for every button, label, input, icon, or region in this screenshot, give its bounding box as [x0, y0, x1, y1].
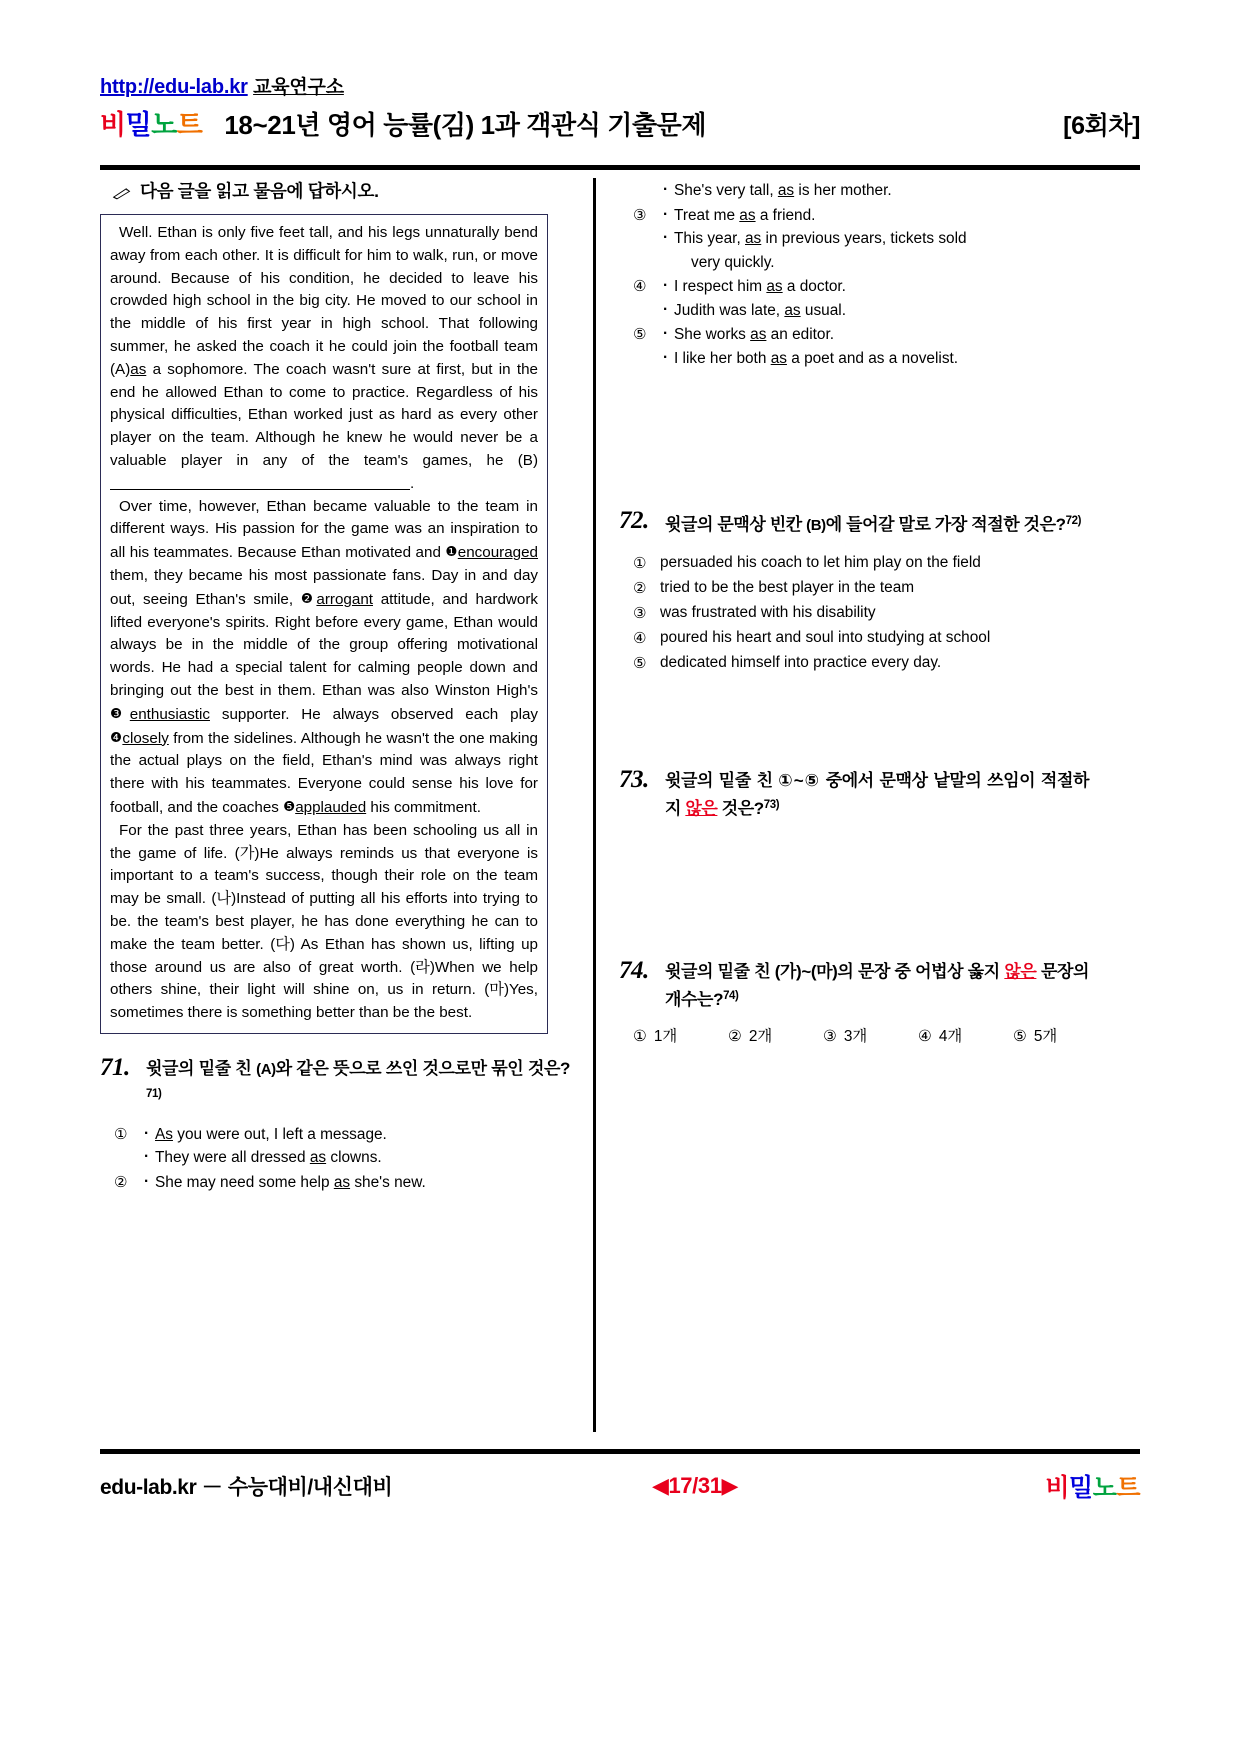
q72-ref-B: (B): [806, 517, 826, 534]
choice-text: tried to be the best player in the team: [660, 579, 915, 596]
page-footer: [100, 1468, 1140, 1504]
choice-underline: as: [333, 1173, 351, 1191]
q71-ref-A: (A): [256, 1060, 276, 1078]
choice-item[interactable]: [633, 551, 1089, 575]
left-column: [100, 178, 580, 1432]
choice-text: She may need some help: [155, 1173, 334, 1191]
choice-text: Judith was late,: [674, 301, 785, 319]
choice-text: persuaded his coach to let him play on the field: [660, 554, 981, 571]
choice-item[interactable]: [633, 626, 1089, 650]
footer-brand-logo: [890, 1468, 1140, 1504]
question-71-prompt: [146, 1056, 570, 1110]
footer-brand-char-2: 밀: [1069, 1474, 1093, 1502]
choice-item[interactable]: [918, 1025, 1013, 1048]
underlined-word-1: encouraged: [457, 544, 539, 562]
choice-text: you were out, I left a message.: [172, 1125, 387, 1143]
column-divider: [593, 178, 596, 1432]
passage-p2-part-e: from the sidelines. Although he wasn't the one making the actual plays on the field, Ethan's mind was always right there with his teammates. Everyone could sense his love for football, and the coaches: [110, 729, 538, 816]
choice-underline: as: [770, 349, 787, 367]
choice-item[interactable]: [1013, 1025, 1108, 1048]
q73-negation: 않은: [685, 799, 718, 818]
underlined-word-2: arrogant: [316, 590, 373, 608]
choice-text: 1개: [653, 1028, 678, 1045]
choice-marker: ③: [633, 604, 647, 622]
choice-text: They were all dressed: [155, 1149, 310, 1167]
blank-B: [110, 475, 410, 490]
brand-logo: [100, 103, 202, 142]
choice-text: is her mother.: [794, 182, 892, 199]
question-73-number: 73.: [619, 766, 649, 793]
choice-text: she's new.: [350, 1173, 426, 1191]
marker-1-icon: ❶: [445, 544, 458, 561]
passage-paragraph-1: [110, 222, 538, 496]
choice-marker: ①: [114, 1124, 128, 1143]
site-line: [100, 72, 1140, 99]
round-badge: [6회차]: [1063, 112, 1140, 140]
q74-prompt-a: 윗글의 밑줄 친 (가)~(마)의 문장 중 어법상 옳지: [665, 962, 1005, 981]
q71-prompt-a: 윗글의 밑줄 친: [146, 1058, 257, 1078]
choice-item[interactable]: [633, 179, 1089, 203]
q73-prompt-b: 것은?: [717, 799, 764, 818]
passage-box: [100, 214, 548, 1034]
choice-text: 4개: [938, 1028, 963, 1045]
choice-marker: ②: [633, 579, 647, 597]
choice-underline: As: [155, 1125, 173, 1143]
choice-underline: as: [739, 206, 756, 224]
choice-text: Treat me: [674, 206, 740, 224]
choice-item[interactable]: [633, 651, 1089, 675]
site-label: 교육연구소: [253, 77, 344, 98]
right-column: [609, 178, 1089, 1432]
title-row: [100, 103, 1140, 142]
question-71-number: 71.: [100, 1053, 130, 1081]
marker-4-icon: ❹: [110, 729, 123, 746]
site-url-link[interactable]: http://edu-lab.kr: [100, 76, 248, 98]
marker-2-icon: ❷: [300, 590, 317, 607]
question-71-choices: [114, 1123, 570, 1195]
q74-footnote-ref: 74): [723, 990, 739, 1002]
choice-marker: ③: [633, 205, 647, 224]
choice-subline: [661, 227, 1089, 251]
choice-text: in previous years, tickets sold: [761, 230, 967, 247]
question-73-head: [619, 768, 1089, 821]
question-74-choices: [633, 1025, 1089, 1048]
underlined-word-4: closely: [122, 729, 169, 747]
brand-char-4: 트: [176, 110, 203, 140]
footer-brand-char-1: 비: [1045, 1474, 1070, 1502]
choice-marker: ①: [633, 554, 647, 572]
spacer: [619, 676, 1089, 746]
choice-marker: ④: [633, 629, 647, 647]
choice-text: She works: [674, 326, 751, 343]
choice-underline: as: [309, 1149, 327, 1167]
pencil-icon: [112, 184, 132, 198]
choice-item[interactable]: [633, 576, 1089, 600]
choice-text: a friend.: [755, 206, 816, 224]
choice-text: I like her both: [674, 349, 771, 367]
passage-p2-part-c: attitude, and hardwork lifted everyone's spirits. Right before every game, Ethan would always be in the middle of the group offering motivational words. He had a special talent for calming people down and bringing out the best in them. Ethan was also Winston High's: [110, 590, 538, 699]
choice-item[interactable]: [114, 1171, 570, 1195]
directive-text: 다음 글을 읽고 물음에 답하시오.: [140, 181, 379, 201]
q72-prompt-a: 윗글의 문맥상 빈칸: [665, 515, 807, 534]
choice-text: poured his heart and soul into studying at school: [660, 629, 991, 646]
choice-text: clowns.: [326, 1149, 382, 1167]
passage-p2-part-a: Over time, however, Ethan became valuable to the team in different ways. His passion for the game was an inspiration to all his teammates. Because Ethan motivated and: [110, 497, 538, 562]
choice-underline: as: [745, 230, 762, 247]
page-title: 18~21년 영어 능률(김) 1과 객관식 기출문제: [224, 110, 707, 140]
question-71-head: [100, 1053, 570, 1110]
choice-underline: as: [777, 182, 795, 199]
choice-body: [142, 1171, 570, 1195]
choice-text: This year,: [674, 230, 745, 247]
two-column-body: [100, 178, 1140, 1432]
footer-brand-char-3: 노: [1092, 1474, 1117, 1502]
underlined-word-3: enthusiastic: [129, 705, 210, 723]
choice-subline: [142, 1171, 570, 1195]
choice-marker: ②: [114, 1172, 128, 1191]
choice-subline: [661, 323, 1089, 347]
choice-item[interactable]: [823, 1025, 918, 1048]
choice-subline: [661, 275, 1089, 299]
choice-marker: ⑤: [633, 654, 647, 672]
header-rule: [100, 165, 1140, 170]
passage-paragraph-3: For the past three years, Ethan has been schooling us all in the game of life. (가)He always reminds us that everyone is important to a team's success, though their role on the team may be small. (나)Instead of putting all his efforts into trying to be. the team's best player, he has done everything he can to make the team better. (다) As Ethan has shown us, lifting up those around us are also of great worth. (라)When we help others shine, their light will shine on, us in return. (마)Yes, sometimes there is something better than be the best.: [110, 821, 538, 1022]
q74-prompt-b: 문장의 개수는?: [665, 962, 1090, 1009]
choice-body: [661, 275, 1089, 322]
choice-marker: ④: [918, 1027, 932, 1045]
brand-char-1: 비: [100, 110, 126, 140]
question-72: [619, 509, 1089, 675]
brand-char-3: 노: [151, 110, 177, 140]
choice-subline: [661, 204, 1089, 228]
choice-text: 3개: [843, 1028, 868, 1045]
choice-subline: [142, 1146, 570, 1170]
question-72-head: [619, 509, 1089, 538]
underline-A-as: as: [130, 360, 147, 378]
choice-subline-continued: very quickly.: [691, 253, 775, 271]
q72-footnote-ref: 72): [1065, 515, 1082, 527]
choice-text: usual.: [800, 301, 846, 319]
question-71: [100, 1053, 570, 1195]
q73-footnote-ref: 73): [763, 799, 780, 811]
choice-marker: ②: [728, 1027, 742, 1045]
choice-subline: [142, 1123, 570, 1147]
question-73: [619, 768, 1089, 821]
footer-rule: [100, 1449, 1140, 1454]
footer-brand-char-4: 트: [1116, 1474, 1140, 1502]
reading-directive: [112, 178, 570, 203]
choice-body: [661, 204, 1089, 275]
choice-item[interactable]: [633, 601, 1089, 625]
brand-char-2: 밀: [125, 110, 152, 140]
choice-marker: ④: [633, 277, 647, 295]
choice-text: was frustrated with his disability: [660, 604, 876, 621]
choice-body: [142, 1123, 570, 1170]
q74-negation: 않은: [1004, 962, 1037, 981]
q72-prompt-b: 에 들어갈 말로 가장 적절한 것은?: [825, 515, 1066, 534]
passage-p1-part-b: a sophomore. The coach wasn't sure at first, but in the end he allowed Ethan to come to practice. Regardless of his physical difficulties, Ethan worked just as hard as every other player on the team. Although he knew he would never be a valuable player in any of the team's games, he (B): [110, 360, 538, 469]
question-73-prompt: [665, 768, 1089, 821]
q73-prompt-a: 윗글의 밑줄 친 ①~⑤ 중에서 문맥상 낱말의 쓰임이 적절하지: [665, 771, 1089, 818]
question-72-number: 72.: [619, 507, 649, 534]
choice-marker: ①: [633, 1027, 647, 1045]
q71-prompt-b: 와 같은 뜻으로 쓰인 것으로만 묶인 것은?: [275, 1058, 570, 1078]
choice-item[interactable]: [633, 323, 1089, 370]
passage-p1-part-c: .: [410, 474, 415, 492]
choice-underline: as: [750, 326, 767, 343]
question-72-prompt: [665, 509, 1089, 538]
choice-underline: as: [784, 301, 801, 319]
marker-5-icon: ❺: [283, 798, 296, 815]
choice-text: 5개: [1033, 1028, 1058, 1045]
choice-text: dedicated himself into practice every day.: [660, 654, 942, 671]
choice-subline: [661, 179, 1089, 203]
choice-item[interactable]: [633, 204, 1089, 275]
choice-text: a doctor.: [782, 278, 846, 295]
choice-text: I respect him: [674, 278, 767, 295]
choice-item[interactable]: [633, 1025, 728, 1048]
passage-p1-part-a: Well. Ethan is only five feet tall, and his legs unnaturally bend away from each other. It is difficult for him to walk, run, or move around. Because of his condition, he decided to leave his crowded high school in the big city. He moved to our school in the middle of his first year in high school. That following summer, he asked the coach it he could join the football team (A): [110, 224, 538, 378]
passage-paragraph-2: [110, 496, 538, 820]
choice-item[interactable]: [633, 275, 1089, 322]
choice-subline: [661, 299, 1089, 323]
passage-p2-part-b: them, they became his most passionate fans. Day in and day out, seeing Ethan's smile,: [110, 566, 538, 608]
choice-subline: [661, 347, 1089, 371]
question-74-prompt: [665, 959, 1089, 1012]
spacer: [619, 821, 1089, 937]
choice-text: She's very tall,: [674, 182, 778, 199]
question-74-head: [619, 959, 1089, 1012]
page-number: ◀17/31▶: [651, 1473, 739, 1498]
choice-underline: as: [766, 278, 783, 295]
choice-marker: ⑤: [1013, 1027, 1027, 1045]
page-header: [100, 72, 1140, 142]
choice-text: an editor.: [766, 326, 835, 343]
question-71-choices-continued: [633, 179, 1089, 370]
passage-p2-part-d: supporter. He always observed each play: [209, 705, 538, 723]
spacer: [619, 371, 1089, 487]
underlined-word-5: applauded: [295, 798, 367, 816]
choice-text: 2개: [748, 1028, 773, 1045]
choice-marker: ⑤: [633, 325, 647, 343]
choice-body: [661, 323, 1089, 370]
question-72-choices: [633, 551, 1089, 675]
choice-item[interactable]: [728, 1025, 823, 1048]
choice-body: [661, 179, 1089, 203]
choice-marker: ③: [823, 1027, 837, 1045]
choice-item[interactable]: [114, 1123, 570, 1170]
question-74-number: 74.: [619, 957, 649, 984]
choice-text: a poet and as a novelist.: [786, 349, 959, 367]
passage-p2-part-f: his commitment.: [366, 798, 481, 816]
question-74: [619, 959, 1089, 1048]
q71-footnote-ref: 71): [146, 1087, 162, 1100]
footer-site-label: edu-lab.kr － 수능대비/내신대비: [100, 1476, 393, 1499]
marker-3-icon: ❸: [110, 705, 130, 722]
